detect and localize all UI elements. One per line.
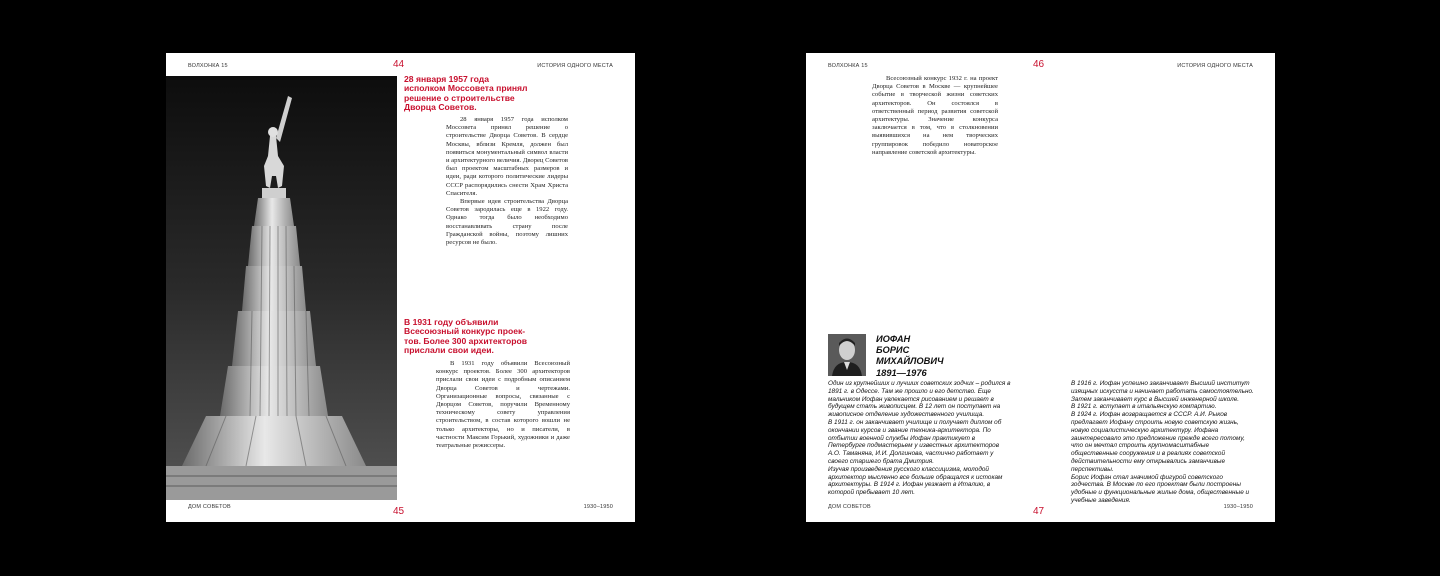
heading-line: тов. Более 300 архитекторов [404,335,528,346]
page-number-bottom: 47 [1033,506,1045,517]
paragraph: Изучая произведения русского классицизма, молодой архитектор мысленно все больше обращался к истокам архитектуры. В 1914 г. Иофан уезжает в Италию, в которой пребывает 10 лет. [828,465,1003,497]
paragraph: В 1911 г. он заканчивает училище и получает диплом об окончании курсов и звание техника-архитектора. По отбытии военной службы Иофан практикует в Петербурге подмастерьем у известных архитекторов А.О. Таманяна, И.И. Долгинова, частично работает у своего старшего брата Дмитрия. [828,418,1002,465]
bio-name-line: МИХАЙЛОВИЧ [876,356,944,367]
heading-line: Дворца Советов. [404,101,477,112]
section-heading-1 [404,75,584,112]
bio-name-line: БОРИС [876,345,910,356]
running-footer-right: 1930–1950 [583,504,613,510]
bio-name-line: 1891—1976 [876,367,927,378]
page-number-top: 44 [393,59,405,70]
section-heading-2 [404,318,584,355]
bio-name [876,334,944,379]
heading-line: Всесоюзный конкурс проек- [404,326,526,337]
intro-text [872,75,998,157]
heading-line: прислали свои идеи. [404,344,494,355]
right-page [806,53,1275,522]
palace-of-soviets-photo [166,76,397,500]
running-footer-left: ДОМ СОВЕТОВ [188,504,231,510]
running-header-right: ИСТОРИЯ ОДНОГО МЕСТА [537,63,613,69]
heading-line: В 1931 году объявили [404,317,499,327]
running-header-left: ВОЛХОНКА 15 [188,63,228,69]
heading-line: решение о строительстве [404,92,515,103]
paragraph: В 1931 году объявили Всесоюзный конкурс проектов. Более 300 архитекторов прислали свои идеи с подробным описанием Дворца Советов и чертежами. Организационные вопросы, связанные с Дворцом Советов, поручили Временному техническому совету управления строительством, в состав которого вошли не только архитекторы, но и писатели, в частности Максим Горький, художники и даже театральные режиссеры. [436,360,570,450]
bio-name-line: ИОФАН [876,334,911,344]
palace-of-soviets-illustration [166,76,397,500]
bio-column-2 [1071,380,1254,505]
body-text-2 [436,360,570,450]
paragraph: Борис Иофан стал значимой фигурой советского зодчества. В Москве по его проектам были построены удобные и функциональные жилые дома, общественные и учебные заведения. [1071,473,1250,504]
running-footer-left: ДОМ СОВЕТОВ [828,504,871,510]
running-footer-right: 1930–1950 [1223,504,1253,510]
page-number-top: 46 [1033,59,1045,70]
page-number-bottom: 45 [393,506,405,517]
paragraph: 28 января 1957 года исполком Моссовета принял решение о строительстве Дворца Советов. В сердце Москвы, вблизи Кремля, должен был появиться монументальный символ власти и архитектурного величия. Дворец Советов был проектом масштабных размеров и идеи, ради которого политические лидеры СССР распорядились снести Храм Христа Спасителя. [446,116,569,197]
portrait-illustration [828,334,866,376]
left-page [166,53,635,522]
running-header-left: ВОЛХОНКА 15 [828,63,868,69]
paragraph: Один из крупнейших и лучших советских зодчих – родился в 1891 г. в Одессе. Там же прошло и его детство. Еще мальчиком Иофан увлекается рисованием и решает в будущем стать живописцем. В 12 лет он поступает на живописное отделение художественного училища. [828,380,1011,419]
paragraph: В 1921 г. вступает в итальянскую компартию. [1071,403,1217,411]
bio-column-1 [828,380,1012,497]
heading-line: 28 января 1957 года [404,74,489,84]
paragraph: Всесоюзный конкурс 1932 г. на проект Дворца Советов в Москве — крупнейшее событие в творческой жизни советских архитекторов. Он состоялся в ответственный период развития советской архитектуры. Значение конкурса заключается в том, что в столкновении выявившихся на нем творческих группировок победило новаторское направление советской архитектуры. [872,75,998,156]
portrait-photo [828,334,866,376]
body-text-1 [446,116,568,247]
paragraph: Впервые идея строительства Дворца Советов зародилась еще в 1922 году. Однако тогда было необходимо восстанавливать страну после Гражданской войны, поэтому лишних ресурсов не было. [446,198,568,247]
running-header-right: ИСТОРИЯ ОДНОГО МЕСТА [1177,63,1253,69]
paragraph: В 1916 г. Иофан успешно заканчивает Высший институт изящных искусств и начинает работать самостоятельно. Затем заканчивает курс в Высшей инженерной школе. [1071,380,1254,403]
paragraph: В 1924 г. Иофан возвращается в СССР. А.И. Рыков предлагает Иофану строить новую советскую жизнь, новую социалистическую архитектуру. Иофана заинтересовало это предложение прежде всего потому, что он мечтал строить крупномасштабные общественные сооружения и в реалиях советской действительности ему открывались заманчивые перспективы. [1071,411,1245,473]
heading-line: исполком Моссовета принял [404,83,528,94]
